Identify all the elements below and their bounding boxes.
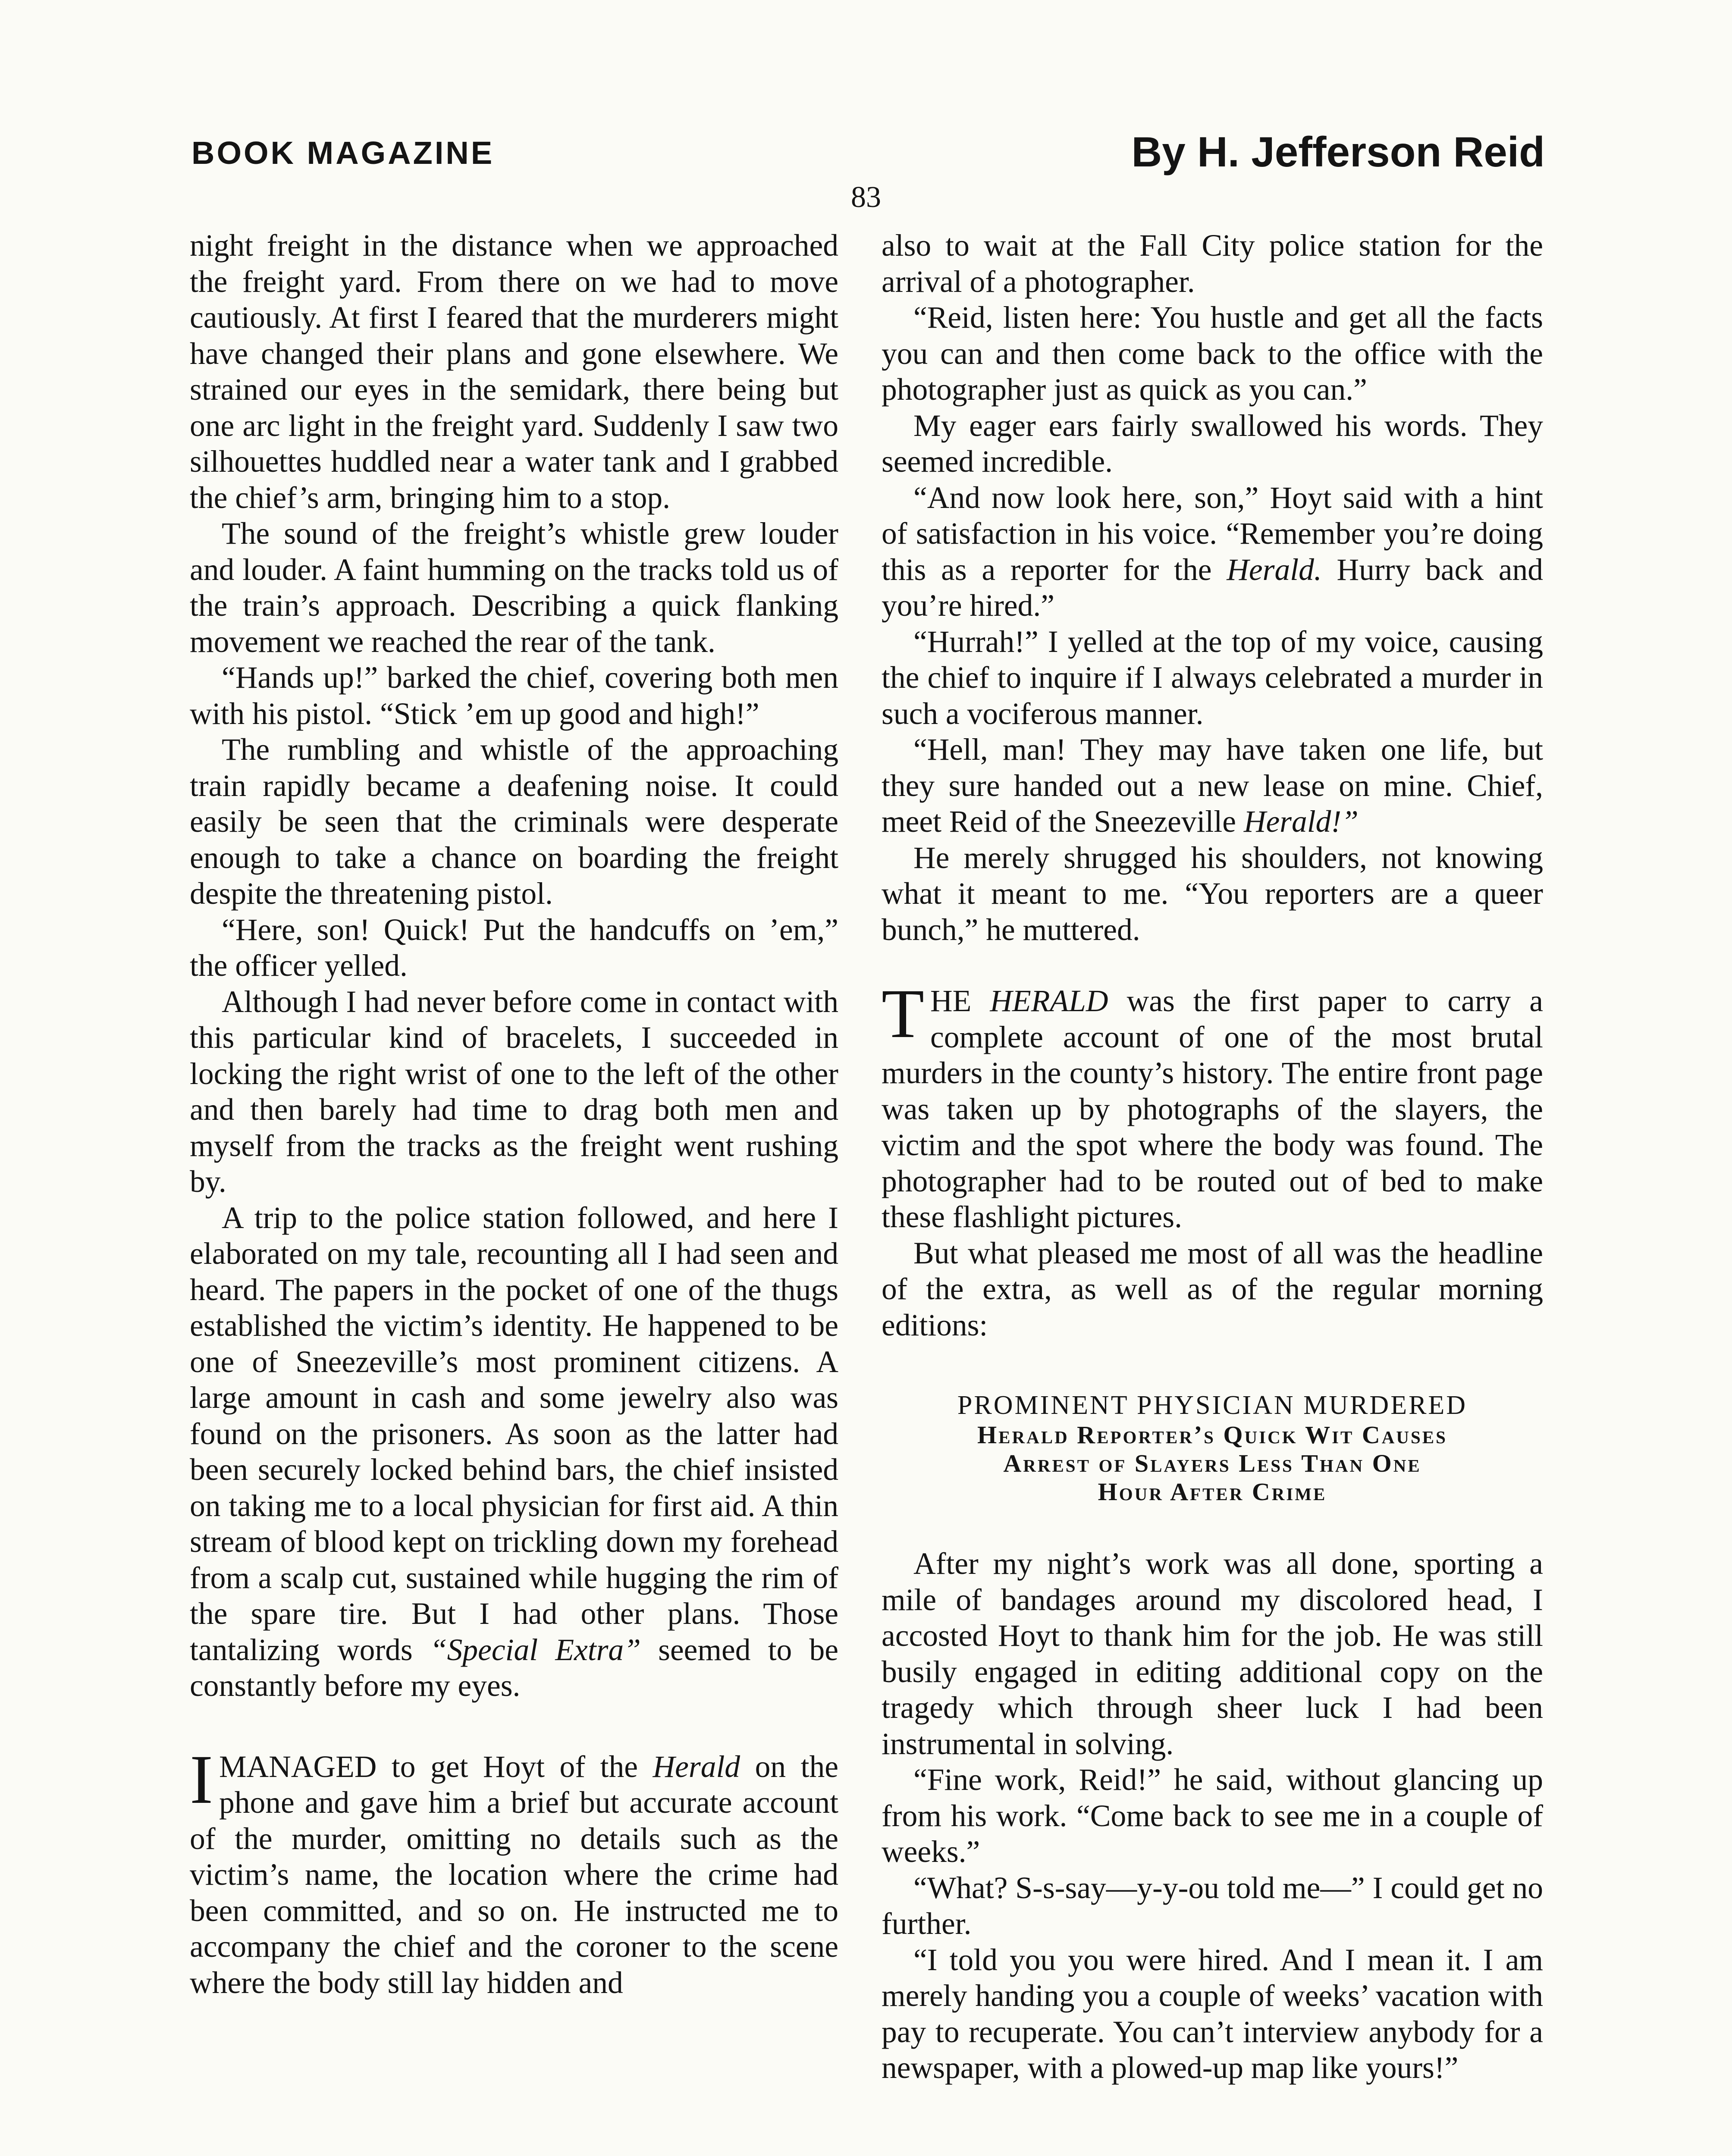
paragraph: He merely shrugged his shoulders, not knowing what it meant to me. “You reporters are a queer bunch,” he muttered. (882, 840, 1543, 947)
drop-initial: I (190, 1741, 213, 1818)
paragraph: After my night’s work was all done, sporting a mile of bandages around my discolored head, I accosted Hoyt to thank him for the job. He was still busily engaged in editing additional copy on the tragedy which through sheer luck I had been instrumental in solving. (882, 1547, 1543, 1761)
paragraph: But what pleased me most of all was the headline of the extra, as well as of the regular morning editions: (882, 1236, 1543, 1342)
paragraph: also to wait at the Fall City police station for the arrival of a photographer. (882, 229, 1543, 299)
headline-subline: Herald Reporter’s Quick Wit Causes (977, 1421, 1447, 1449)
drop-initial: T (882, 975, 924, 1053)
paragraph: “Hands up!” barked the chief, covering both men with his pistol. “Stick ’em up good and high!” (190, 661, 838, 731)
paragraph: “Here, son! Quick! Put the handcuffs on ’em,” the officer yelled. (190, 912, 838, 983)
italic-herald: Herald. (1227, 552, 1322, 587)
paragraph-text: A trip to the police station followed, and here I elaborated on my tale, recounting all I had seen and heard. The papers in the pocket of one of the thugs established the victim’s identity. He happened to be one of Sneezeville’s most prominent citizens. A large amount in cash and some jewelry also was found on the prisoners. As soon as the latter had been securely locked behind bars, the chief insisted on taking me to a local physician for first aid. A thin stream of blood kept on trickling down my forehead from a scalp cut, sustained while hugging the rim of the spare tire. But I had other plans. Those tantalizing words (190, 1200, 838, 1667)
paragraph: “Hurrah!” I yelled at the top of my voice, causing the chief to inquire if I always celebrated a murder in such a vociferous manner. (882, 624, 1543, 731)
paragraph: My eager ears fairly swallowed his words. They seemed incredible. (882, 408, 1543, 479)
publication-name: BOOK MAGAZINE (191, 135, 495, 171)
paragraph (882, 975, 1543, 1235)
lead-word: MANAGED (219, 1749, 377, 1784)
paragraph: “Fine work, Reid!” he said, without glancing up from his work. “Come back to see me in a couple of weeks.” (882, 1763, 1543, 1869)
paragraph: “I told you you were hired. And I mean it. I am merely handing you a couple of weeks’ vacation with pay to recuperate. You can’t interview anybody for a newspaper, with a plowed-up map like yours!” (882, 1943, 1543, 2085)
page-number: 83 (851, 181, 881, 214)
paragraph: The sound of the freight’s whistle grew louder and louder. A faint humming on the tracks told us of the train’s approach. Describing a quick flanking movement we reached the rear of the tank. (190, 517, 838, 659)
paragraph-text: “Hell, man! They may have taken one life, but they sure handed out a new lease on mine. Chief, meet Reid of the Sneezeville (882, 733, 1543, 839)
lead-word: HE (930, 984, 990, 1018)
paragraph: “Reid, listen here: You hustle and get all the facts you can and then come back to the office with the photographer just as quick as you can.” (882, 301, 1543, 407)
paragraph: “What? S-s-say—y-y-ou told me—” I could get no further. (882, 1871, 1543, 1941)
paragraph (190, 1200, 838, 1704)
paragraph: The rumbling and whistle of the approaching train rapidly became a deafening noise. It could easily be seen that the criminals were desperate enough to take a chance on boarding the freight despite the threatening pistol. (190, 733, 838, 911)
section-break-paragraph (882, 975, 1543, 1235)
author-byline: By H. Jefferson Reid (1131, 128, 1545, 175)
paragraph (882, 480, 1543, 624)
paragraph (190, 1741, 838, 2001)
paragraph-text: Hurry back and you’re hired.” (882, 552, 1543, 623)
paragraph: night freight in the distance when we approached the freight yard. From there on we had to move cautiously. At first I feared that the murderers might have changed their plans and gone elsewhere. We strained our eyes in the semidark, there being but one arc light in the freight yard. Suddenly I saw two silhouettes huddled near a water tank and I grabbed the chief’s arm, bringing him to a stop. (190, 229, 838, 515)
italic-herald: Herald!” (1243, 805, 1359, 839)
italic-herald: HERALD (990, 984, 1108, 1018)
paragraph-text: “And now look here, son,” Hoyt said with a hint of satisfaction in his voice. “Remember you’re doing this as a reporter for the (882, 480, 1543, 587)
newspaper-headline (882, 1390, 1543, 1506)
paragraph-tail: seemed to be constantly before my eyes. (190, 1633, 838, 1703)
italic-herald: Herald (653, 1749, 740, 1784)
right-column (882, 228, 1543, 2086)
paragraph-text: on the phone and gave him a brief but accurate account of the murder, omitting no details such as the victim’s name, the location where the crime had been committed, and so on. He instructed me to accompany the chief and the coroner to the scene where the body still lay hidden and (190, 1749, 838, 2000)
paragraph: Although I had never before come in contact with this particular kind of bracelets, I succeeded in locking the right wrist of one to the left of the other and then barely had time to drag both men and myself from the tracks as the freight went rushing by. (190, 984, 838, 1199)
italic-phrase: “Special Extra” (430, 1633, 641, 1667)
paragraph (882, 732, 1543, 840)
headline-subline: Hour After Crime (1098, 1478, 1327, 1506)
headline-main: PROMINENT PHYSICIAN MURDERED (957, 1391, 1468, 1420)
paragraph-text: was the first paper to carry a complete account of one of the most brutal murders in the county’s history. The entire front page was taken up by photographs of the slayers, the victim and the spot where the body was found. The photographer had to be routed out of bed to make these flashlight pictures. (882, 984, 1543, 1234)
left-column (190, 228, 838, 2001)
headline-subline: Arrest of Slayers Less Than One (1003, 1449, 1421, 1477)
paragraph-text: to get Hoyt of the (377, 1749, 653, 1784)
section-break-paragraph (190, 1741, 838, 2001)
